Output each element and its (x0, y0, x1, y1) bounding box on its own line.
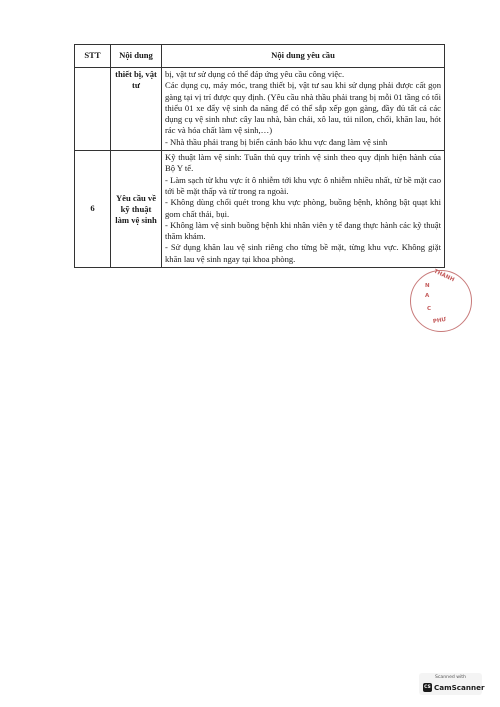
requirement-line: - Sử dụng khăn lau vệ sinh riêng cho từng bề mặt, từng khu vực. Không giặt khăn lau vệ sinh ngay tại khoa phòng. (165, 242, 441, 264)
row-requirement-cell (162, 68, 445, 151)
stamp-fragment: N (425, 283, 430, 289)
stamp-fragment: PHƯ (432, 316, 447, 326)
requirement-line: Kỹ thuật làm vệ sinh: Tuân thủ quy trình vệ sinh theo quy định hiện hành của Bộ Y tế. (165, 152, 441, 174)
table-row (75, 151, 445, 268)
stamp-fragment: A (425, 293, 430, 299)
requirement-line: bị, vật tư sử dụng có thể đáp ứng yêu cầu công việc. (165, 69, 345, 79)
table-header-row (75, 45, 445, 68)
header-requirement: Nội dung yêu cầu (162, 45, 445, 68)
header-stt: STT (75, 45, 111, 68)
requirement-line: - Không dùng chổi quét trong khu vực phòng, buồng bệnh, không bật quạt khi gom chất thải, bụi. (165, 197, 441, 219)
requirement-line: - Nhà thầu phải trang bị biển cảnh báo khu vực đang làm vệ sinh (165, 136, 388, 147)
row-category-cell: thiết bị, vật tư (111, 68, 162, 151)
table-row (75, 68, 445, 151)
requirement-line: - Không làm vệ sinh buồng bệnh khi nhân viên y tế đang thực hành các kỹ thuật thăm khám. (165, 219, 441, 242)
stamp-fragment: THÀNH (432, 268, 456, 284)
requirements-table (74, 44, 445, 268)
stamp-fragment: C (427, 306, 432, 312)
scanned-with-caption: Scanned with (434, 675, 467, 680)
row-stt-cell: 6 (75, 151, 111, 268)
requirement-line: Các dụng cụ, máy móc, trang thiết bị, vật tư sau khi sử dụng phải được cất gọn gàng tại vị trí được quy định. (Yêu cầu nhà thầu phải trang bị mỗi 01 tầng có tối thiểu 01 xe đẩy vệ sinh đa năng để có thể sắp xếp gọn gàng, đầy đủ tất cả các dụng cụ vệ sinh như: cây lau nhà, bàn chải, xô lau, túi nilon, chổi, khăn lau, hót rác và hóa chất làm vệ sinh,…) (165, 80, 441, 136)
partial-seal-stamp (410, 270, 472, 332)
row-category-cell: Yêu cầu về kỹ thuật làm vệ sinh (111, 151, 162, 268)
header-category: Nội dung (111, 45, 162, 68)
camscanner-badge (419, 673, 485, 695)
camscanner-logo-icon: CS (424, 685, 431, 690)
camscanner-brand: CamScanner (434, 683, 485, 692)
requirement-line: - Làm sạch từ khu vực ít ô nhiễm tới khu vực ô nhiễm nhiều nhất, từ bề mặt cao tới bề mặt thấp và từ trong ra ngoài. (165, 174, 441, 196)
row-stt-cell (75, 68, 111, 151)
row-requirement-cell (162, 151, 445, 268)
